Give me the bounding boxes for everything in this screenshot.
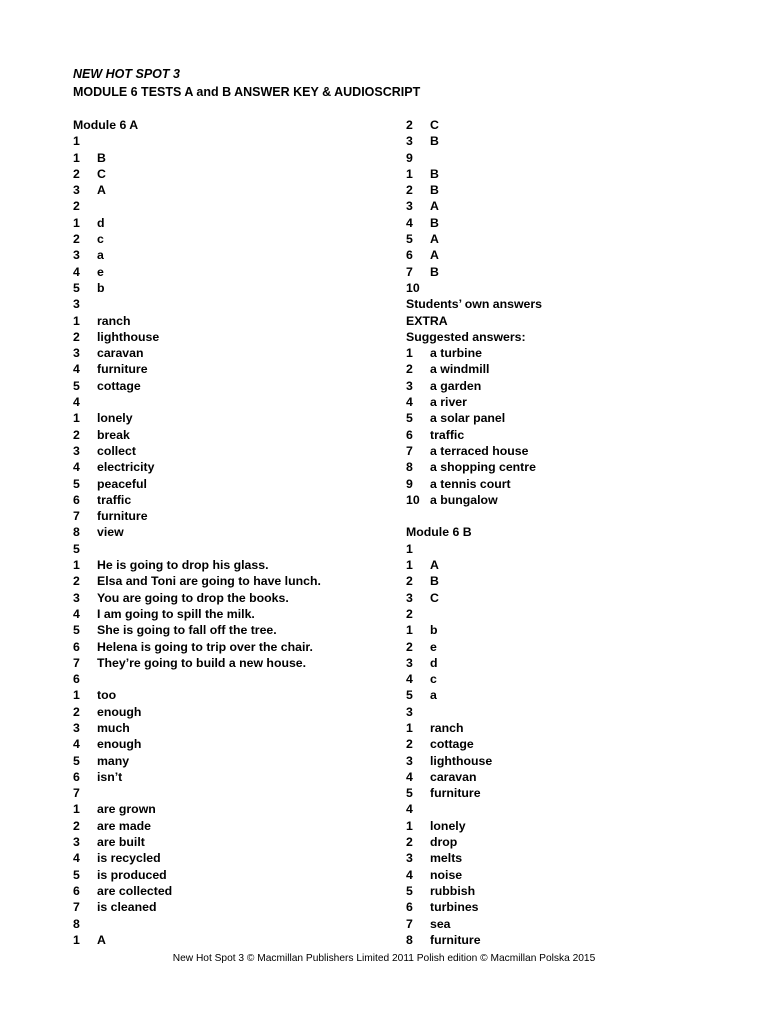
answer-text: a garden bbox=[430, 378, 482, 393]
answer-number: 2 bbox=[73, 818, 80, 833]
answer-row bbox=[406, 361, 726, 377]
answer-row bbox=[406, 410, 726, 426]
answer-text: C bbox=[430, 590, 439, 605]
answer-number: 2 bbox=[73, 199, 80, 214]
answer-text: a terraced house bbox=[430, 443, 529, 458]
answer-number: 7 bbox=[406, 443, 413, 458]
answer-number: 4 bbox=[406, 215, 413, 230]
answer-row bbox=[406, 850, 726, 866]
answer-row bbox=[406, 932, 726, 948]
document-title: NEW HOT SPOT 3 bbox=[73, 67, 180, 81]
answer-number: 8 bbox=[406, 460, 413, 475]
answer-row bbox=[73, 443, 393, 459]
answer-row bbox=[73, 867, 393, 883]
answer-number: 5 bbox=[73, 378, 80, 393]
answer-text: furniture bbox=[430, 786, 481, 801]
answer-number: 7 bbox=[406, 264, 413, 279]
answer-text: a river bbox=[430, 395, 467, 410]
answer-row bbox=[406, 231, 726, 247]
answer-number: 2 bbox=[73, 574, 80, 589]
answer-row bbox=[73, 769, 393, 785]
answer-text: is produced bbox=[97, 867, 167, 882]
answer-row bbox=[73, 313, 393, 329]
answer-row bbox=[73, 671, 393, 687]
answer-row bbox=[406, 508, 726, 524]
answer-text: enough bbox=[97, 704, 142, 719]
answer-row bbox=[73, 932, 393, 948]
answer-row bbox=[406, 639, 726, 655]
answer-row bbox=[406, 736, 726, 752]
answer-number: Students’ own answers bbox=[406, 297, 542, 312]
answer-number: 7 bbox=[73, 509, 80, 524]
answer-text: a bbox=[430, 688, 437, 703]
answer-row bbox=[406, 834, 726, 850]
answer-row bbox=[406, 313, 726, 329]
answer-text: lighthouse bbox=[430, 753, 493, 768]
answer-number: 6 bbox=[73, 672, 80, 687]
answer-row bbox=[406, 329, 726, 345]
answer-row bbox=[73, 427, 393, 443]
answer-number: 2 bbox=[73, 329, 80, 344]
answer-number: Module 6 A bbox=[73, 118, 139, 132]
answer-number: 4 bbox=[73, 851, 80, 866]
answer-number: 1 bbox=[406, 623, 413, 638]
answer-text: lonely bbox=[430, 818, 466, 833]
answer-text: She is going to fall off the tree. bbox=[97, 623, 277, 638]
answer-number: 5 bbox=[73, 280, 80, 295]
answer-text: lighthouse bbox=[97, 329, 160, 344]
answer-row bbox=[73, 459, 393, 475]
answer-text: A bbox=[97, 932, 106, 947]
answer-row bbox=[406, 394, 726, 410]
answer-text: A bbox=[97, 183, 106, 198]
answer-text: cottage bbox=[430, 737, 474, 752]
answer-number: 6 bbox=[406, 427, 413, 442]
answer-row bbox=[406, 769, 726, 785]
answer-row bbox=[406, 198, 726, 214]
answer-number: 3 bbox=[73, 183, 80, 198]
answer-number: 6 bbox=[406, 900, 413, 915]
answer-text: collect bbox=[97, 443, 136, 458]
answer-row bbox=[73, 280, 393, 296]
answer-row bbox=[73, 899, 393, 915]
answer-row bbox=[73, 622, 393, 638]
answer-row bbox=[73, 557, 393, 573]
left-column bbox=[73, 117, 393, 948]
answer-text: a solar panel bbox=[430, 411, 506, 426]
answer-text: break bbox=[97, 427, 130, 442]
answer-text: b bbox=[97, 280, 105, 295]
answer-row bbox=[73, 606, 393, 622]
answer-text: drop bbox=[430, 835, 458, 850]
answer-number: 1 bbox=[406, 558, 413, 573]
answer-text: traffic bbox=[97, 492, 132, 507]
answer-row bbox=[73, 801, 393, 817]
answer-number: 6 bbox=[73, 639, 80, 654]
answer-text: B bbox=[430, 574, 439, 589]
answer-row bbox=[73, 818, 393, 834]
answer-row bbox=[406, 280, 726, 296]
answer-number: 4 bbox=[73, 395, 80, 410]
answer-text: I am going to spill the milk. bbox=[97, 606, 255, 621]
answer-row bbox=[406, 117, 726, 133]
answer-text: cottage bbox=[97, 378, 141, 393]
answer-text: many bbox=[97, 753, 130, 768]
answer-text: a bungalow bbox=[430, 492, 498, 507]
answer-number: 5 bbox=[406, 411, 413, 426]
answer-number: 9 bbox=[406, 476, 413, 491]
answer-number: 2 bbox=[406, 574, 413, 589]
answer-text: A bbox=[430, 199, 439, 214]
answer-row bbox=[406, 378, 726, 394]
copyright-footer: New Hot Spot 3 © Macmillan Publishers Limited 2011 Polish edition © Macmillan Polska 2015 bbox=[172, 953, 596, 964]
answer-text: lonely bbox=[97, 411, 133, 426]
answer-text: enough bbox=[97, 737, 142, 752]
answer-text: sea bbox=[430, 916, 451, 931]
answer-text: You are going to drop the books. bbox=[97, 590, 289, 605]
answer-row bbox=[406, 296, 726, 312]
answer-row bbox=[406, 476, 726, 492]
answer-number: 4 bbox=[406, 769, 413, 784]
answer-number: 1 bbox=[406, 720, 413, 735]
answer-row bbox=[406, 818, 726, 834]
answer-number: 1 bbox=[73, 558, 80, 573]
answer-number: 2 bbox=[73, 704, 80, 719]
answer-text: furniture bbox=[430, 932, 481, 947]
answer-text: d bbox=[430, 655, 438, 670]
answer-text: noise bbox=[430, 867, 463, 882]
answer-text: e bbox=[430, 639, 437, 654]
answer-row bbox=[73, 508, 393, 524]
answer-row bbox=[406, 785, 726, 801]
answer-text: C bbox=[430, 118, 439, 132]
answer-number: 3 bbox=[73, 443, 80, 458]
answer-row bbox=[73, 736, 393, 752]
answer-text: B bbox=[430, 183, 439, 198]
answer-number: 2 bbox=[406, 606, 413, 621]
answer-row bbox=[73, 573, 393, 589]
answer-number: 2 bbox=[406, 639, 413, 654]
answer-row bbox=[406, 899, 726, 915]
answer-number: 1 bbox=[73, 411, 80, 426]
answer-row bbox=[406, 133, 726, 149]
answer-row bbox=[406, 883, 726, 899]
answer-number: 8 bbox=[73, 916, 80, 931]
answer-row bbox=[73, 524, 393, 540]
answer-number: 5 bbox=[73, 541, 80, 556]
answer-number: 1 bbox=[73, 134, 80, 149]
answer-text: a shopping centre bbox=[430, 460, 536, 475]
answer-number: 3 bbox=[73, 248, 80, 263]
answer-number: 7 bbox=[406, 916, 413, 931]
answer-row bbox=[73, 541, 393, 557]
answer-row bbox=[406, 704, 726, 720]
answer-number: 4 bbox=[73, 460, 80, 475]
answer-number: 10 bbox=[406, 280, 420, 295]
answer-number: 6 bbox=[406, 248, 413, 263]
answer-row bbox=[73, 720, 393, 736]
answer-text: Helena is going to trip over the chair. bbox=[97, 639, 313, 654]
answer-row bbox=[73, 361, 393, 377]
answer-row bbox=[73, 476, 393, 492]
answer-number: 5 bbox=[406, 883, 413, 898]
answer-row bbox=[73, 133, 393, 149]
answer-row bbox=[73, 247, 393, 263]
answer-row bbox=[73, 117, 393, 133]
answer-row bbox=[73, 916, 393, 932]
answer-text: rubbish bbox=[430, 883, 476, 898]
answer-number: 4 bbox=[406, 867, 413, 882]
answer-number: 8 bbox=[406, 932, 413, 947]
answer-number: 4 bbox=[73, 362, 80, 377]
answer-row bbox=[73, 492, 393, 508]
answer-row bbox=[406, 655, 726, 671]
answer-number: 8 bbox=[73, 525, 80, 540]
answer-text: caravan bbox=[430, 769, 477, 784]
answer-text: c bbox=[97, 232, 104, 247]
answer-row bbox=[406, 524, 726, 540]
answer-text: d bbox=[97, 215, 105, 230]
answer-row bbox=[73, 345, 393, 361]
answer-number: 4 bbox=[406, 395, 413, 410]
answer-row bbox=[73, 655, 393, 671]
answer-row bbox=[406, 916, 726, 932]
answer-number: 6 bbox=[73, 883, 80, 898]
answer-text: are collected bbox=[97, 883, 173, 898]
answer-number: 2 bbox=[406, 835, 413, 850]
answer-number: EXTRA bbox=[406, 313, 448, 328]
answer-number: 1 bbox=[73, 215, 80, 230]
answer-row bbox=[73, 639, 393, 655]
answer-row bbox=[73, 198, 393, 214]
answer-number: 3 bbox=[406, 199, 413, 214]
answer-number: Suggested answers: bbox=[406, 329, 526, 344]
answer-text: furniture bbox=[97, 362, 148, 377]
answer-row bbox=[406, 753, 726, 769]
answer-number: 1 bbox=[73, 150, 80, 165]
answer-text: B bbox=[430, 215, 439, 230]
answer-text: A bbox=[430, 248, 439, 263]
answer-number: 7 bbox=[73, 655, 80, 670]
answer-number: 2 bbox=[73, 166, 80, 181]
answer-text: electricity bbox=[97, 460, 155, 475]
answer-text: view bbox=[97, 525, 124, 540]
answer-number: 6 bbox=[73, 492, 80, 507]
answer-row bbox=[406, 867, 726, 883]
answer-number: 3 bbox=[73, 346, 80, 361]
answer-row bbox=[406, 687, 726, 703]
answer-text: B bbox=[430, 166, 439, 181]
answer-row bbox=[73, 264, 393, 280]
answer-number: 1 bbox=[406, 166, 413, 181]
answer-number: 2 bbox=[406, 118, 413, 132]
answer-number: 3 bbox=[406, 753, 413, 768]
answer-text: is cleaned bbox=[97, 900, 157, 915]
answer-row bbox=[73, 378, 393, 394]
answer-text: B bbox=[97, 150, 106, 165]
answer-row bbox=[406, 590, 726, 606]
answer-row bbox=[406, 459, 726, 475]
document-subtitle: MODULE 6 TESTS A and B ANSWER KEY & AUDIOSCRIPT bbox=[73, 85, 421, 99]
answer-text: traffic bbox=[430, 427, 465, 442]
answer-number: 5 bbox=[73, 476, 80, 491]
answer-row bbox=[406, 264, 726, 280]
answer-text: melts bbox=[430, 851, 463, 866]
answer-row bbox=[406, 443, 726, 459]
answer-text: C bbox=[97, 166, 106, 181]
answer-number: 1 bbox=[73, 932, 80, 947]
answer-row bbox=[406, 247, 726, 263]
answer-row bbox=[406, 801, 726, 817]
answer-row bbox=[406, 573, 726, 589]
answer-text: are built bbox=[97, 835, 145, 850]
answer-row bbox=[73, 687, 393, 703]
answer-number: 1 bbox=[406, 541, 413, 556]
answer-number: 5 bbox=[73, 623, 80, 638]
answer-number: 4 bbox=[406, 802, 413, 817]
answer-text: are made bbox=[97, 818, 152, 833]
answer-text: is recycled bbox=[97, 851, 161, 866]
answer-number: 3 bbox=[406, 590, 413, 605]
answer-text: peaceful bbox=[97, 476, 147, 491]
answer-text: caravan bbox=[97, 346, 144, 361]
answer-number: 2 bbox=[73, 232, 80, 247]
answer-text: too bbox=[97, 688, 117, 703]
answer-row bbox=[406, 671, 726, 687]
answer-number: 4 bbox=[73, 606, 80, 621]
answer-text: isn’t bbox=[97, 769, 123, 784]
answer-row bbox=[73, 150, 393, 166]
answer-text: ranch bbox=[430, 720, 464, 735]
answer-number: 5 bbox=[406, 688, 413, 703]
answer-row bbox=[406, 150, 726, 166]
answer-row bbox=[406, 215, 726, 231]
answer-number: 2 bbox=[406, 737, 413, 752]
answer-row bbox=[406, 182, 726, 198]
answer-row bbox=[73, 182, 393, 198]
answer-number: 1 bbox=[406, 818, 413, 833]
answer-text: are grown bbox=[97, 802, 156, 817]
answer-row bbox=[73, 590, 393, 606]
answer-number: 1 bbox=[406, 346, 413, 361]
answer-row bbox=[406, 541, 726, 557]
answer-row bbox=[73, 704, 393, 720]
answer-row bbox=[406, 557, 726, 573]
answer-text: much bbox=[97, 720, 130, 735]
answer-number: 2 bbox=[406, 183, 413, 198]
answer-number: 3 bbox=[73, 835, 80, 850]
answer-text: A bbox=[430, 558, 439, 573]
answer-row bbox=[73, 850, 393, 866]
answer-row bbox=[73, 394, 393, 410]
answer-text: c bbox=[430, 672, 437, 687]
answer-number: 4 bbox=[406, 672, 413, 687]
answer-number: 1 bbox=[73, 688, 80, 703]
answer-text: ranch bbox=[97, 313, 131, 328]
answer-row bbox=[406, 345, 726, 361]
answer-number: 4 bbox=[73, 737, 80, 752]
answer-number: 3 bbox=[406, 851, 413, 866]
answer-number: 2 bbox=[406, 362, 413, 377]
answer-number: 1 bbox=[73, 313, 80, 328]
answer-text: B bbox=[430, 264, 439, 279]
answer-number: 3 bbox=[406, 134, 413, 149]
answer-number: 5 bbox=[406, 786, 413, 801]
answer-row bbox=[406, 166, 726, 182]
answer-number: 10 bbox=[406, 492, 420, 507]
answer-row bbox=[73, 166, 393, 182]
answer-text: a turbine bbox=[430, 346, 482, 361]
answer-number: 6 bbox=[73, 769, 80, 784]
right-column bbox=[406, 117, 726, 948]
answer-number: 3 bbox=[406, 378, 413, 393]
answer-number: 3 bbox=[73, 590, 80, 605]
answer-row bbox=[406, 606, 726, 622]
answer-row bbox=[406, 720, 726, 736]
answer-row bbox=[73, 883, 393, 899]
answer-row bbox=[73, 785, 393, 801]
answer-row bbox=[73, 834, 393, 850]
answer-number: 9 bbox=[406, 150, 413, 165]
answer-number: 3 bbox=[73, 720, 80, 735]
answer-row bbox=[73, 329, 393, 345]
answer-text: furniture bbox=[97, 509, 148, 524]
answer-number: 5 bbox=[73, 867, 80, 882]
answer-text: b bbox=[430, 623, 438, 638]
answer-text: a windmill bbox=[430, 362, 490, 377]
answer-number: 3 bbox=[406, 704, 413, 719]
answer-number: 7 bbox=[73, 900, 80, 915]
answer-row bbox=[73, 231, 393, 247]
answer-row bbox=[73, 410, 393, 426]
answer-text: B bbox=[430, 134, 439, 149]
answer-text: a bbox=[97, 248, 104, 263]
answer-text: They’re going to build a new house. bbox=[97, 655, 307, 670]
answer-number: 2 bbox=[73, 427, 80, 442]
answer-text: turbines bbox=[430, 900, 479, 915]
answer-row bbox=[73, 296, 393, 312]
answer-row bbox=[406, 622, 726, 638]
answer-row bbox=[406, 427, 726, 443]
answer-text: Elsa and Toni are going to have lunch. bbox=[97, 574, 321, 589]
answer-number: 5 bbox=[406, 232, 413, 247]
answer-row bbox=[73, 753, 393, 769]
answer-text: A bbox=[430, 232, 439, 247]
answer-number: Module 6 B bbox=[406, 525, 472, 540]
answer-number: 5 bbox=[73, 753, 80, 768]
answer-number: 7 bbox=[73, 786, 80, 801]
answer-row bbox=[406, 492, 726, 508]
answer-text: He is going to drop his glass. bbox=[97, 558, 269, 573]
answer-number: 1 bbox=[73, 802, 80, 817]
answer-row bbox=[73, 215, 393, 231]
answer-text: e bbox=[97, 264, 104, 279]
answer-number: 3 bbox=[73, 297, 80, 312]
answer-number: 3 bbox=[406, 655, 413, 670]
answer-text: a tennis court bbox=[430, 476, 511, 491]
answer-number: 4 bbox=[73, 264, 80, 279]
